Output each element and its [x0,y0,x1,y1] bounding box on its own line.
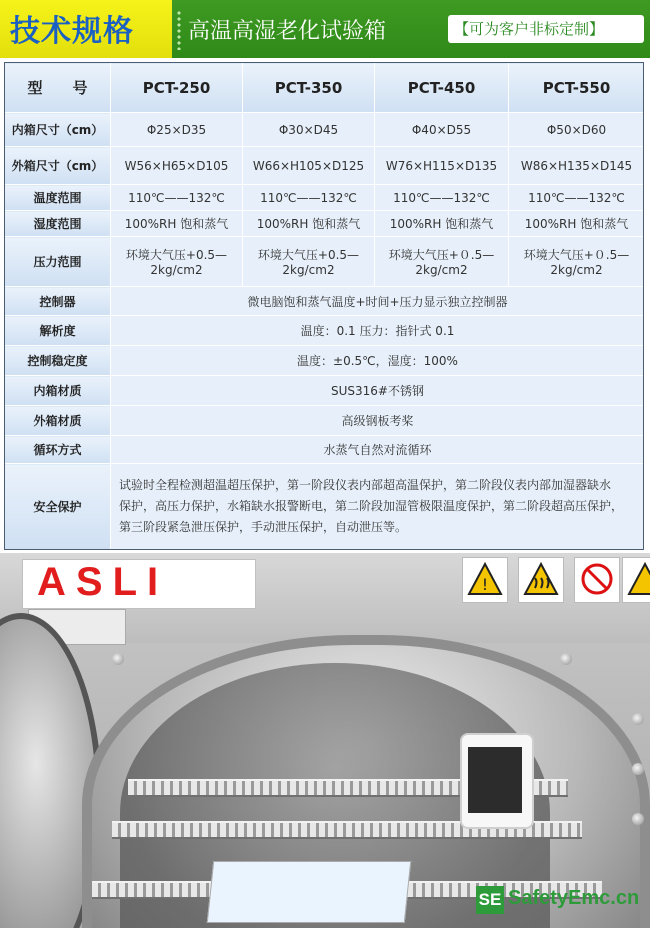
smartphone [460,733,534,829]
table-cell: 110℃——132℃ [243,185,375,211]
brochure [207,861,412,923]
cell-line: 2kg/cm2 [550,263,603,277]
bolt [632,713,644,725]
table-cell: 100%RH 饱和蒸气 [111,211,243,237]
bolt [632,813,644,825]
product-photo [0,553,650,928]
logo-text: ASLI [37,560,169,604]
cell-line: 2kg/cm2 [150,263,203,277]
page-title: 技术规格 [10,14,134,49]
table-cell [375,237,509,287]
table-row [5,113,645,147]
cell-line: 环境大气压+０.5— [388,248,495,262]
table-cell-wide: 水蒸气自然对流循环 [111,436,645,464]
safety-line: 试验时全程检测超温超压保护，第一阶段仪表内部超高温保护，第二阶段仪表内部加湿器缺水 [119,478,612,492]
row-label: 控制器 [5,287,111,316]
table-row [5,316,645,346]
model-cell: PCT-550 [509,63,645,113]
table-cell-wide: 温度：±0.5℃，湿度：100% [111,346,645,376]
site-watermark [476,883,644,917]
safety-text [111,464,645,550]
warning-label-icon [462,557,508,603]
table-row-safety [5,464,645,550]
hot-surface-icon [518,557,564,603]
row-label: 外箱材质 [5,406,111,436]
table-cell [111,237,243,287]
spec-table [4,62,644,550]
row-label: 控制稳定度 [5,346,111,376]
phone-screen [468,747,522,813]
table-cell-wide: 高级钢板考桨 [111,406,645,436]
cell-line: 2kg/cm2 [282,263,335,277]
table-cell: 100%RH 饱和蒸气 [243,211,375,237]
row-label: 内箱尺寸（cm） [5,113,111,147]
caution-label-icon [622,557,650,603]
row-label: 型 号 [5,63,111,113]
table-cell: W56×H65×D105 [111,147,243,185]
row-label: 外箱尺寸（cm） [5,147,111,185]
table-cell: W66×H105×D125 [243,147,375,185]
no-flammable-icon [574,557,620,603]
table-cell-wide: 温度：0.1 压力：指针式 0.1 [111,316,645,346]
table-cell-wide: 微电脑饱和蒸气温度+时间+压力显示独立控制器 [111,287,645,316]
table-cell: 110℃——132℃ [111,185,243,211]
safety-line: 第三阶段紧急泄压保护，手动泄压保护，自动泄压等。 [119,520,408,534]
row-label: 安全保护 [5,464,111,550]
row-label: 湿度范围 [5,211,111,237]
cell-line: 环境大气压+0.5— [257,248,360,262]
bolt [112,653,124,665]
table-row [5,211,645,237]
table-cell: W86×H135×D145 [509,147,645,185]
table-cell: Φ30×D45 [243,113,375,147]
header-banner [0,0,650,58]
title-block [0,0,172,58]
table-row [5,185,645,211]
table-row [5,287,645,316]
brand-logo [22,559,256,609]
bolt [560,653,572,665]
table-cell: Φ40×D55 [375,113,509,147]
table-cell: 110℃——132℃ [375,185,509,211]
row-label: 内箱材质 [5,376,111,406]
model-cell: PCT-350 [243,63,375,113]
table-row-pressure [5,237,645,287]
watermark-badge: SE [476,886,504,914]
table-cell: Φ25×D35 [111,113,243,147]
product-name: 高温高湿老化试验箱 [188,19,387,44]
custom-tag [448,15,644,43]
table-cell: Φ50×D60 [509,113,645,147]
model-cell: PCT-450 [375,63,509,113]
cell-line: 环境大气压+0.5— [125,248,228,262]
table-cell: W76×H115×D135 [375,147,509,185]
watermark-text: SafetyEmc.cn [508,887,640,909]
row-label: 循环方式 [5,436,111,464]
cell-line: 环境大气压+０.5— [523,248,630,262]
table-row [5,147,645,185]
table-cell-wide: SUS316#不锈钢 [111,376,645,406]
table-row-model [5,63,645,113]
table-cell [243,237,375,287]
table-cell: 110℃——132℃ [509,185,645,211]
divider-dots [176,10,182,50]
row-label: 解析度 [5,316,111,346]
table-row [5,436,645,464]
bolt [632,763,644,775]
row-label: 压力范围 [5,237,111,287]
row-label: 温度范围 [5,185,111,211]
table-row [5,406,645,436]
table-cell: 100%RH 饱和蒸气 [375,211,509,237]
table-cell: 100%RH 饱和蒸气 [509,211,645,237]
cell-line: 2kg/cm2 [415,263,468,277]
svg-text:!: ! [481,575,489,594]
table-cell [509,237,645,287]
table-row [5,346,645,376]
custom-tag-text: 【可为客户非标定制】 [454,20,605,38]
table-row [5,376,645,406]
model-cell: PCT-250 [111,63,243,113]
safety-line: 保护，高压力保护，水箱缺水报警断电，第二阶段加湿管极限温度保护，第二阶段超高压保护， [119,499,624,513]
